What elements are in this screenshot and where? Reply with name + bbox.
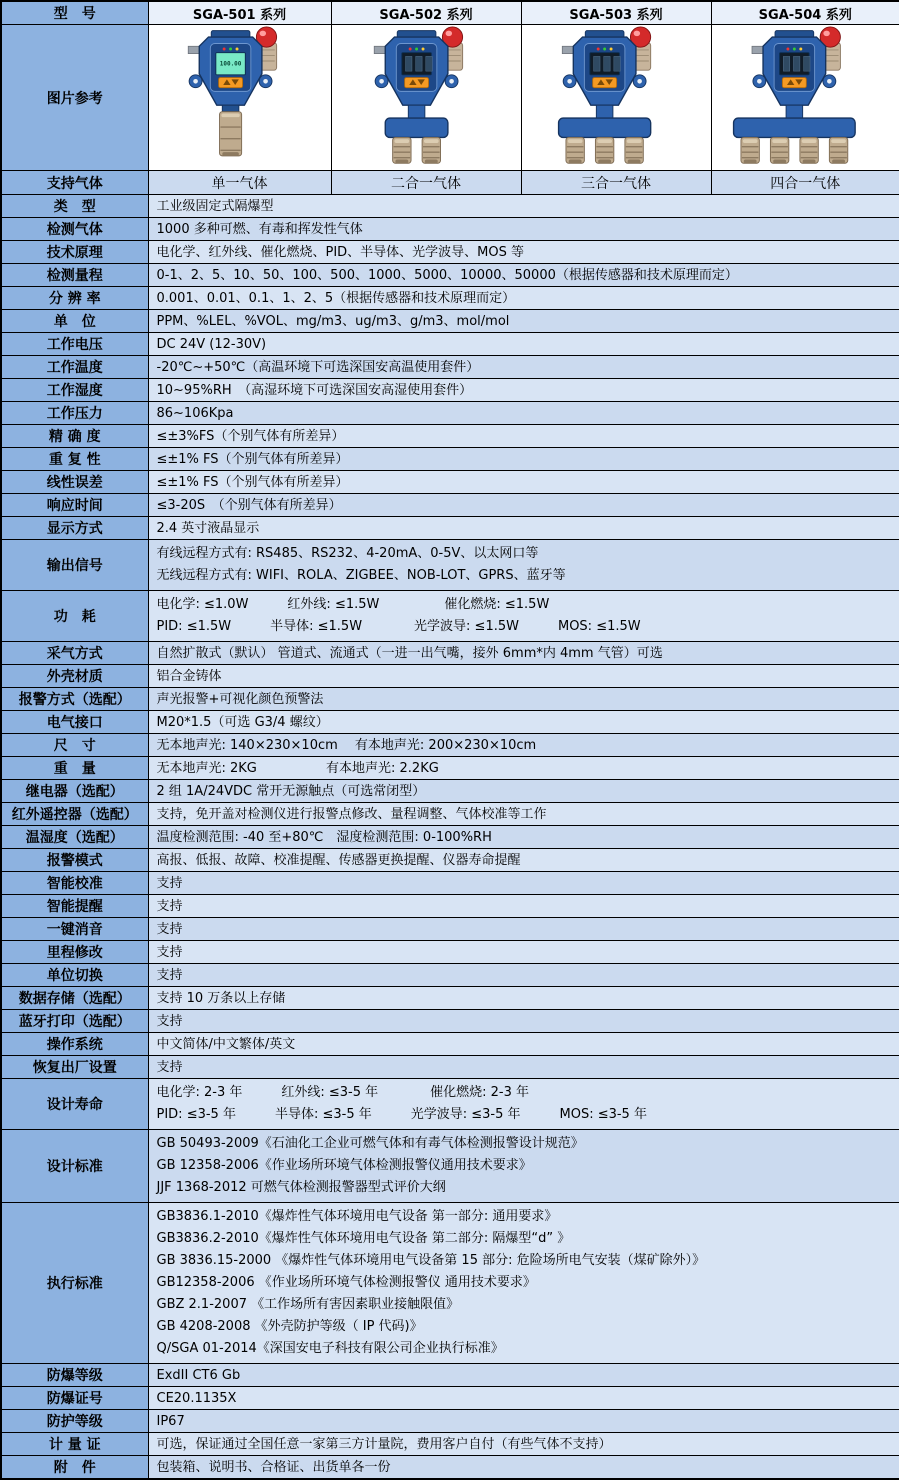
spec-label: 智能提醒 xyxy=(1,895,148,918)
device-photo-sga-503 xyxy=(521,25,711,171)
spec-label: 类 型 xyxy=(1,195,148,218)
spec-label: 采气方式 xyxy=(1,642,148,665)
spec-value-line: GBZ 2.1-2007 《工作场所有害因素职业接触限值》 xyxy=(156,1297,460,1312)
supported-gas-value: 单一气体 xyxy=(148,171,331,195)
spec-label: 智能校准 xyxy=(1,872,148,895)
spec-row xyxy=(1,333,899,356)
spec-row xyxy=(1,402,899,425)
spec-value xyxy=(148,448,899,471)
spec-row xyxy=(1,195,899,218)
spec-row xyxy=(1,1387,899,1410)
spec-label: 数据存储（选配） xyxy=(1,987,148,1010)
svg-text:100.00: 100.00 xyxy=(219,60,242,68)
spec-label: 输出信号 xyxy=(1,540,148,591)
spec-value-line: GB 50493-2009《石油化工企业可燃气体和有毒气体检测报警设计规范》 xyxy=(156,1136,584,1151)
sga-502-device-illustration xyxy=(365,26,487,166)
spec-value-line: 工业级固定式隔爆型 xyxy=(156,198,274,214)
spec-value xyxy=(148,591,899,642)
spec-row xyxy=(1,734,899,757)
image-reference-row xyxy=(1,25,899,171)
spec-row xyxy=(1,665,899,688)
spec-row xyxy=(1,540,899,591)
spec-row xyxy=(1,425,899,448)
spec-value xyxy=(148,849,899,872)
spec-value-line: ExdII CT6 Gb xyxy=(156,1367,241,1383)
spec-label: 报警模式 xyxy=(1,849,148,872)
spec-value xyxy=(148,734,899,757)
spec-row xyxy=(1,241,899,264)
spec-label: 防爆等级 xyxy=(1,1364,148,1387)
spec-value xyxy=(148,987,899,1010)
spec-value-line: 支持 xyxy=(156,1013,183,1029)
spec-label: 红外遥控器（选配） xyxy=(1,803,148,826)
spec-value-line: Q/SGA 01-2014《深国安电子科技有限公司企业执行标准》 xyxy=(156,1341,504,1356)
spec-value xyxy=(148,195,899,218)
spec-value-line: 电化学: ≤1.0W 红外线: ≤1.5W 催化燃烧: ≤1.5W xyxy=(156,597,550,612)
spec-value xyxy=(148,241,899,264)
spec-value xyxy=(148,780,899,803)
spec-value xyxy=(148,1010,899,1033)
model-header: SGA-503 系列 xyxy=(521,1,711,25)
spec-row xyxy=(1,591,899,642)
supported-gas-row xyxy=(1,171,899,195)
spec-label: 蓝牙打印（选配） xyxy=(1,1010,148,1033)
spec-label: 精 确 度 xyxy=(1,425,148,448)
spec-row xyxy=(1,1410,899,1433)
spec-row xyxy=(1,1130,899,1203)
spec-value-line: 支持 xyxy=(156,1059,183,1075)
spec-value-line: GB12358-2006 《作业场所环境气体检测报警仪 通用技术要求》 xyxy=(156,1275,536,1290)
spec-label: 里程修改 xyxy=(1,941,148,964)
spec-value-line: 86~106Kpa xyxy=(156,405,234,421)
spec-value xyxy=(148,517,899,540)
spec-value xyxy=(148,1056,899,1079)
spec-value xyxy=(148,333,899,356)
spec-value-line: 无线远程方式有: WIFI、ROLA、ZIGBEE、NOB-LOT、GPRS、蓝牙等 xyxy=(156,568,566,583)
spec-label: 检测量程 xyxy=(1,264,148,287)
model-header: SGA-504 系列 xyxy=(711,1,899,25)
spec-value xyxy=(148,688,899,711)
sga-504-device-illustration xyxy=(717,26,894,166)
spec-value-line: ≤±1% FS（个别气体有所差异） xyxy=(156,474,349,490)
spec-row xyxy=(1,264,899,287)
spec-label: 响应时间 xyxy=(1,494,148,517)
spec-label: 防爆证号 xyxy=(1,1387,148,1410)
spec-value-line: 支持 10 万条以上存储 xyxy=(156,990,286,1006)
spec-row xyxy=(1,494,899,517)
spec-row xyxy=(1,1033,899,1056)
spec-value xyxy=(148,1033,899,1056)
spec-value-line: 支持 xyxy=(156,921,183,937)
spec-label: 设计标准 xyxy=(1,1130,148,1203)
device-photo-sga-502 xyxy=(331,25,521,171)
spec-value-line: PPM、%LEL、%VOL、mg/m3、ug/m3、g/m3、mol/mol xyxy=(156,313,510,329)
spec-row xyxy=(1,1433,899,1456)
spec-value xyxy=(148,1410,899,1433)
spec-value xyxy=(148,1203,899,1364)
spec-row xyxy=(1,826,899,849)
spec-row xyxy=(1,803,899,826)
sga-501-device-illustration xyxy=(179,26,301,166)
spec-label: 温湿度（选配） xyxy=(1,826,148,849)
spec-value-line: 0-1、2、5、10、50、100、500、1000、5000、10000、50000（根据传感器和技术原理而定） xyxy=(156,267,738,283)
spec-value-line: 声光报警+可视化颜色预警法 xyxy=(156,691,324,707)
spec-label: 工作湿度 xyxy=(1,379,148,402)
spec-label: 分 辨 率 xyxy=(1,287,148,310)
spec-value xyxy=(148,941,899,964)
spec-label: 重 复 性 xyxy=(1,448,148,471)
spec-value xyxy=(148,964,899,987)
spec-value xyxy=(148,665,899,688)
spec-value-line: JJF 1368-2012 可燃气体检测报警器型式评价大纲 xyxy=(156,1180,446,1195)
spec-value xyxy=(148,642,899,665)
spec-label: 防护等级 xyxy=(1,1410,148,1433)
spec-row xyxy=(1,964,899,987)
spec-row xyxy=(1,218,899,241)
spec-value xyxy=(148,494,899,517)
spec-value-line: 中文简体/中文繁体/英文 xyxy=(156,1036,296,1052)
spec-value xyxy=(148,757,899,780)
spec-row xyxy=(1,517,899,540)
spec-value xyxy=(148,1456,899,1480)
spec-value-line: 无本地声光: 140×230×10cm 有本地声光: 200×230×10cm xyxy=(156,737,537,753)
spec-label: 电气接口 xyxy=(1,711,148,734)
spec-value-line: 2.4 英寸液晶显示 xyxy=(156,520,260,536)
spec-value-line: 温度检测范围: -40 至+80℃ 湿度检测范围: 0-100%RH xyxy=(156,829,492,845)
spec-value-line: 电化学: 2-3 年 红外线: ≤3-5 年 催化燃烧: 2-3 年 xyxy=(156,1085,530,1100)
spec-row xyxy=(1,1364,899,1387)
spec-label: 尺 寸 xyxy=(1,734,148,757)
spec-row xyxy=(1,310,899,333)
spec-value xyxy=(148,310,899,333)
spec-row xyxy=(1,287,899,310)
spec-value-line: ≤±1% FS（个别气体有所差异） xyxy=(156,451,349,467)
spec-row xyxy=(1,918,899,941)
spec-row xyxy=(1,1203,899,1364)
spec-value xyxy=(148,803,899,826)
spec-label: 单位切换 xyxy=(1,964,148,987)
spec-label: 恢复出厂设置 xyxy=(1,1056,148,1079)
spec-value xyxy=(148,711,899,734)
spec-value xyxy=(148,895,899,918)
spec-value-line: 支持 xyxy=(156,875,183,891)
gas-row-label: 支持气体 xyxy=(1,171,148,195)
spec-value-line: 2 组 1A/24VDC 常开无源触点（可选常闭型） xyxy=(156,783,426,799)
spec-value xyxy=(148,918,899,941)
spec-label: 一键消音 xyxy=(1,918,148,941)
spec-value xyxy=(148,540,899,591)
spec-value-line: DC 24V (12-30V) xyxy=(156,336,267,352)
spec-row xyxy=(1,356,899,379)
spec-value-line: 无本地声光: 2KG 有本地声光: 2.2KG xyxy=(156,760,439,776)
spec-value-line: -20℃~+50℃（高温环境下可选深国安高温使用套件） xyxy=(156,359,480,375)
spec-row xyxy=(1,711,899,734)
spec-label: 检测气体 xyxy=(1,218,148,241)
spec-row xyxy=(1,1079,899,1130)
spec-value-line: ≤±3%FS（个别气体有所差异） xyxy=(156,428,345,444)
spec-value-line: 电化学、红外线、催化燃烧、PID、半导体、光学波导、MOS 等 xyxy=(156,244,525,260)
model-header-row xyxy=(1,1,899,25)
spec-value xyxy=(148,471,899,494)
spec-value-line: 0.001、0.01、0.1、1、2、5（根据传感器和技术原理而定） xyxy=(156,290,516,306)
supported-gas-value: 二合一气体 xyxy=(331,171,521,195)
spec-value-line: 支持 xyxy=(156,967,183,983)
spec-label: 外壳材质 xyxy=(1,665,148,688)
spec-value-line: 铝合金铸体 xyxy=(156,668,222,684)
spec-label: 设计寿命 xyxy=(1,1079,148,1130)
spec-label: 单 位 xyxy=(1,310,148,333)
spec-value-line: IP67 xyxy=(156,1413,185,1429)
spec-value xyxy=(148,1433,899,1456)
device-photo-sga-501 xyxy=(148,25,331,171)
spec-label: 附 件 xyxy=(1,1456,148,1480)
spec-value-line: GB 12358-2006《作业场所环境气体检测报警仪通用技术要求》 xyxy=(156,1158,532,1173)
spec-value-line: GB 4208-2008 《外壳防护等级（ IP 代码)》 xyxy=(156,1319,423,1334)
spec-value-line: 支持 xyxy=(156,898,183,914)
spec-row xyxy=(1,1056,899,1079)
spec-label: 工作压力 xyxy=(1,402,148,425)
image-row-label: 图片参考 xyxy=(1,25,148,171)
spec-value-line: CE20.1135X xyxy=(156,1390,237,1406)
spec-label: 继电器（选配） xyxy=(1,780,148,803)
spec-value-line: 支持，免开盖对检测仪进行报警点修改、量程调整、气体校准等工作 xyxy=(156,806,547,822)
spec-value-line: PID: ≤1.5W 半导体: ≤1.5W 光学波导: ≤1.5W MOS: ≤1.5W xyxy=(156,619,641,634)
spec-row xyxy=(1,757,899,780)
spec-label: 执行标准 xyxy=(1,1203,148,1364)
spec-value xyxy=(148,356,899,379)
spec-value xyxy=(148,1130,899,1203)
spec-row xyxy=(1,1010,899,1033)
spec-label: 报警方式（选配） xyxy=(1,688,148,711)
spec-value-line: 有线远程方式有: RS485、RS232、4-20mA、0-5V、以太网口等 xyxy=(156,546,539,561)
spec-value-line: 高报、低报、故障、校准提醒、传感器更换提醒、仪器寿命提醒 xyxy=(156,852,521,868)
supported-gas-value: 三合一气体 xyxy=(521,171,711,195)
spec-row xyxy=(1,688,899,711)
spec-label: 工作温度 xyxy=(1,356,148,379)
spec-value-line: 1000 多种可燃、有毒和挥发性气体 xyxy=(156,221,363,237)
spec-label: 计 量 证 xyxy=(1,1433,148,1456)
model-row-label: 型 号 xyxy=(1,1,148,25)
spec-value-line: M20*1.5（可选 G3/4 螺纹） xyxy=(156,714,329,730)
spec-row xyxy=(1,872,899,895)
spec-value xyxy=(148,379,899,402)
spec-row xyxy=(1,471,899,494)
spec-row xyxy=(1,895,899,918)
spec-value xyxy=(148,402,899,425)
spec-label: 操作系统 xyxy=(1,1033,148,1056)
spec-row xyxy=(1,1456,899,1480)
spec-label: 技术原理 xyxy=(1,241,148,264)
spec-value-line: GB3836.1-2010《爆炸性气体环境用电气设备 第一部分: 通用要求》 xyxy=(156,1209,558,1224)
spec-value-line: PID: ≤3-5 年 半导体: ≤3-5 年 光学波导: ≤3-5 年 MOS: ≤3-5 年 xyxy=(156,1107,647,1122)
supported-gas-value: 四合一气体 xyxy=(711,171,899,195)
spec-value-line: 支持 xyxy=(156,944,183,960)
spec-value xyxy=(148,287,899,310)
spec-value-line: 10~95%RH （高湿环境下可选深国安高湿使用套件） xyxy=(156,382,473,398)
spec-row xyxy=(1,379,899,402)
spec-row xyxy=(1,941,899,964)
sga-503-device-illustration xyxy=(542,26,689,166)
spec-row xyxy=(1,987,899,1010)
spec-label: 功 耗 xyxy=(1,591,148,642)
spec-value-line: ≤3-20S （个别气体有所差异） xyxy=(156,497,342,513)
spec-value xyxy=(148,1364,899,1387)
device-photo-sga-504 xyxy=(711,25,899,171)
spec-value xyxy=(148,264,899,287)
spec-value xyxy=(148,872,899,895)
spec-value xyxy=(148,218,899,241)
spec-label: 显示方式 xyxy=(1,517,148,540)
spec-row xyxy=(1,849,899,872)
spec-value xyxy=(148,1079,899,1130)
spec-label: 线性误差 xyxy=(1,471,148,494)
spec-value-line: GB 3836.15-2000 《爆炸性气体环境用电气设备第 15 部分: 危险场所电气安装（煤矿除外）》 xyxy=(156,1253,706,1268)
spec-value xyxy=(148,425,899,448)
spec-row xyxy=(1,780,899,803)
model-header: SGA-502 系列 xyxy=(331,1,521,25)
spec-label: 工作电压 xyxy=(1,333,148,356)
spec-value-line: 自然扩散式（默认） 管道式、流通式（一进一出气嘴，接外 6mm*内 4mm 气管）可选 xyxy=(156,645,663,661)
spec-value-line: GB3836.2-2010《爆炸性气体环境用电气设备 第二部分: 隔爆型“d” 》 xyxy=(156,1231,571,1246)
spec-row xyxy=(1,642,899,665)
spec-label: 重 量 xyxy=(1,757,148,780)
spec-value xyxy=(148,826,899,849)
model-header: SGA-501 系列 xyxy=(148,1,331,25)
spec-row xyxy=(1,448,899,471)
spec-value-line: 包装箱、说明书、合格证、出货单各一份 xyxy=(156,1459,391,1475)
spec-value xyxy=(148,1387,899,1410)
spec-value-line: 可选，保证通过全国任意一家第三方计量院，费用客户自付（有些气体不支持） xyxy=(156,1436,612,1452)
